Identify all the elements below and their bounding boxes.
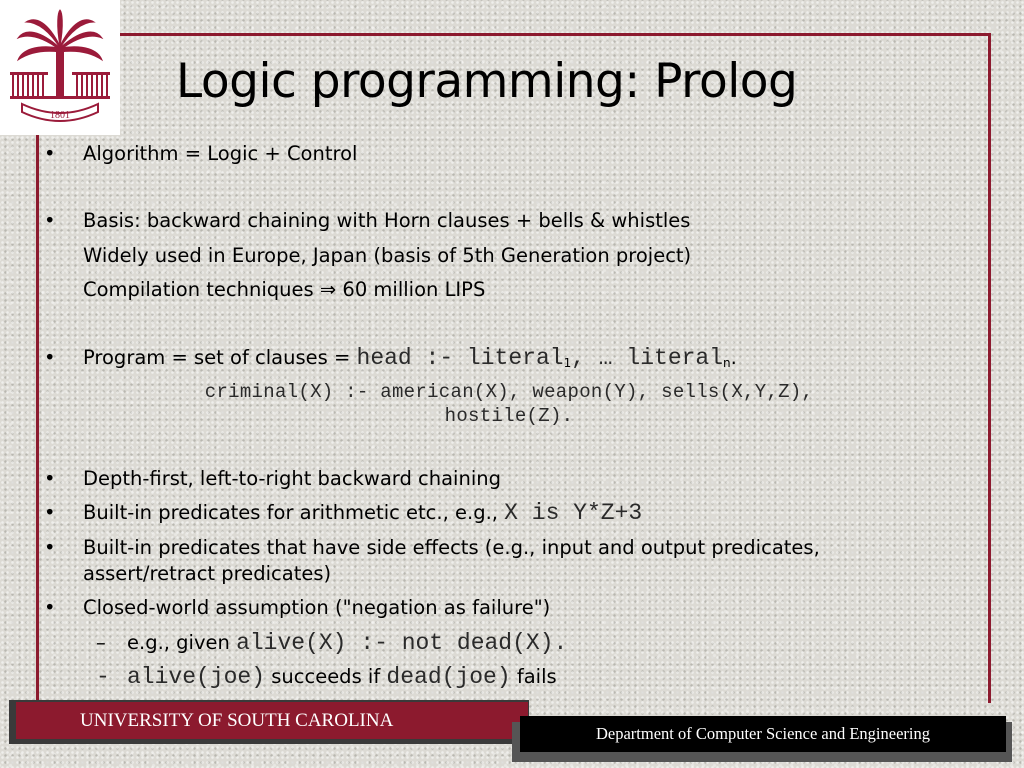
code-span: dead(joe) [386, 664, 511, 690]
palmetto-seal-icon [0, 0, 120, 135]
frame-top-line [36, 33, 991, 36]
bullet-text-group [83, 345, 737, 376]
code-span: X is Y*Z+3 [504, 500, 643, 526]
text-span: Compilation techniques [83, 278, 314, 301]
subscript: n [723, 356, 731, 370]
university-logo [0, 0, 120, 135]
bullet-marker: • [44, 142, 56, 165]
dash-marker: – [96, 631, 106, 654]
sub-item-group [127, 630, 567, 656]
university-banner: UNIVERSITY OF SOUTH CAROLINA [16, 702, 528, 739]
logo-year: 1801 [50, 110, 70, 121]
text-span: . [730, 346, 737, 369]
text-span: Program = set of clauses = [83, 346, 357, 369]
bullet-marker: • [44, 346, 56, 369]
bullet-marker: • [44, 501, 56, 524]
code-span: , … literal [571, 345, 724, 371]
list-item-continuation [83, 277, 485, 303]
bullet-marker: • [44, 536, 56, 559]
text-span: fails [510, 665, 557, 688]
list-item-continuation: Widely used in Europe, Japan (basis of 5th Generation project) [83, 244, 692, 267]
code-span: alive(joe) [127, 664, 266, 690]
bullet-text: Closed-world assumption ("negation as failure") [83, 596, 551, 619]
bullet-text: Basis: backward chaining with Horn clauses + bells & whistles [83, 209, 691, 232]
department-banner: Department of Computer Science and Engineering [520, 716, 1006, 752]
bullet-text-group [83, 500, 642, 526]
code-span: head :- literal [356, 345, 564, 371]
text-span: Built-in predicates for arithmetic etc., e.g., [83, 501, 505, 524]
slide-title: Logic programming: Prolog [176, 54, 798, 109]
code-example: hostile(Z). [444, 405, 574, 427]
text-span: succeeds if [265, 665, 387, 688]
sub-item-group [127, 664, 557, 690]
bullet-marker: • [44, 209, 56, 232]
bullet-text: Depth-first, left-to-right backward chaining [83, 467, 501, 490]
bullet-marker: • [44, 467, 56, 490]
text-span: 60 million LIPS [342, 278, 486, 301]
dash-marker: - [96, 664, 110, 690]
frame-right-line [988, 33, 991, 703]
list-item-continuation: assert/retract predicates) [83, 562, 332, 585]
bullet-marker: • [44, 596, 56, 619]
code-span: alive(X) :- not dead(X). [236, 630, 568, 656]
implies-arrow-icon: ⇒ [319, 278, 337, 301]
bullet-text: Algorithm = Logic + Control [83, 142, 358, 165]
bullet-text: Built-in predicates that have side effects (e.g., input and output predicates, [83, 536, 820, 559]
subscript: 1 [563, 356, 572, 370]
code-example: criminal(X) :- american(X), weapon(Y), sells(X,Y,Z), [204, 381, 814, 403]
text-span: e.g., given [127, 631, 237, 654]
